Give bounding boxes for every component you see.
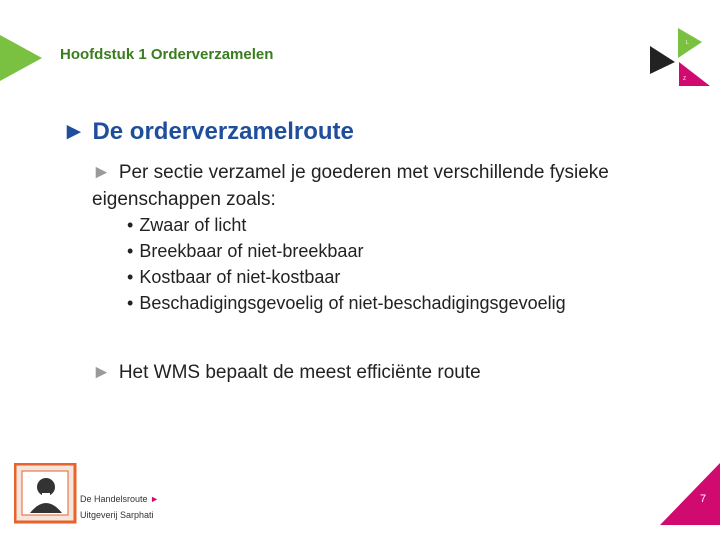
page-number: 7: [700, 493, 707, 505]
bullet-marker-icon: ►: [92, 362, 111, 383]
bullet-marker-icon: ►: [92, 162, 111, 183]
heading-text: De orderverzamelroute: [92, 118, 354, 145]
sub-bullet-item: • Breekbaar of niet-breekbaar: [127, 238, 566, 264]
green-triangle-decoration: [0, 35, 42, 81]
bullet-item: [92, 159, 692, 213]
chapter-title: Hoofdstuk 1 Orderverzamelen: [60, 46, 274, 63]
sub-bullet-item: • Beschadigingsgevoelig of niet-beschadigingsgevoelig: [127, 290, 566, 316]
page-number-badge: [660, 463, 720, 525]
logo-top-letter: L: [686, 40, 689, 46]
heading-marker-icon: ►: [62, 118, 86, 145]
sub-bullet-list: [127, 212, 566, 316]
corner-logo: [650, 28, 712, 90]
bullet-text: Per sectie verzamel je goederen met verschillende fysieke eigenschappen zoals:: [92, 162, 609, 210]
slide-heading: [62, 118, 354, 146]
portrait-icon: [14, 463, 78, 525]
publisher-arrow-icon: ►: [150, 494, 159, 504]
bullet-item: [92, 359, 481, 386]
magenta-triangle-decoration: [660, 463, 720, 525]
bullet-text: Het WMS bepaalt de meest efficiënte route: [118, 362, 481, 383]
logo-bottom-letter: Z: [683, 76, 687, 82]
sub-bullet-item: • Zwaar of licht: [127, 212, 566, 238]
publisher-line2: Uitgeverij Sarphati: [80, 510, 154, 520]
publisher-line1: De Handelsroute: [80, 494, 148, 504]
publisher-logo: [14, 463, 184, 525]
sub-bullet-item: • Kostbaar of niet-kostbaar: [127, 264, 566, 290]
